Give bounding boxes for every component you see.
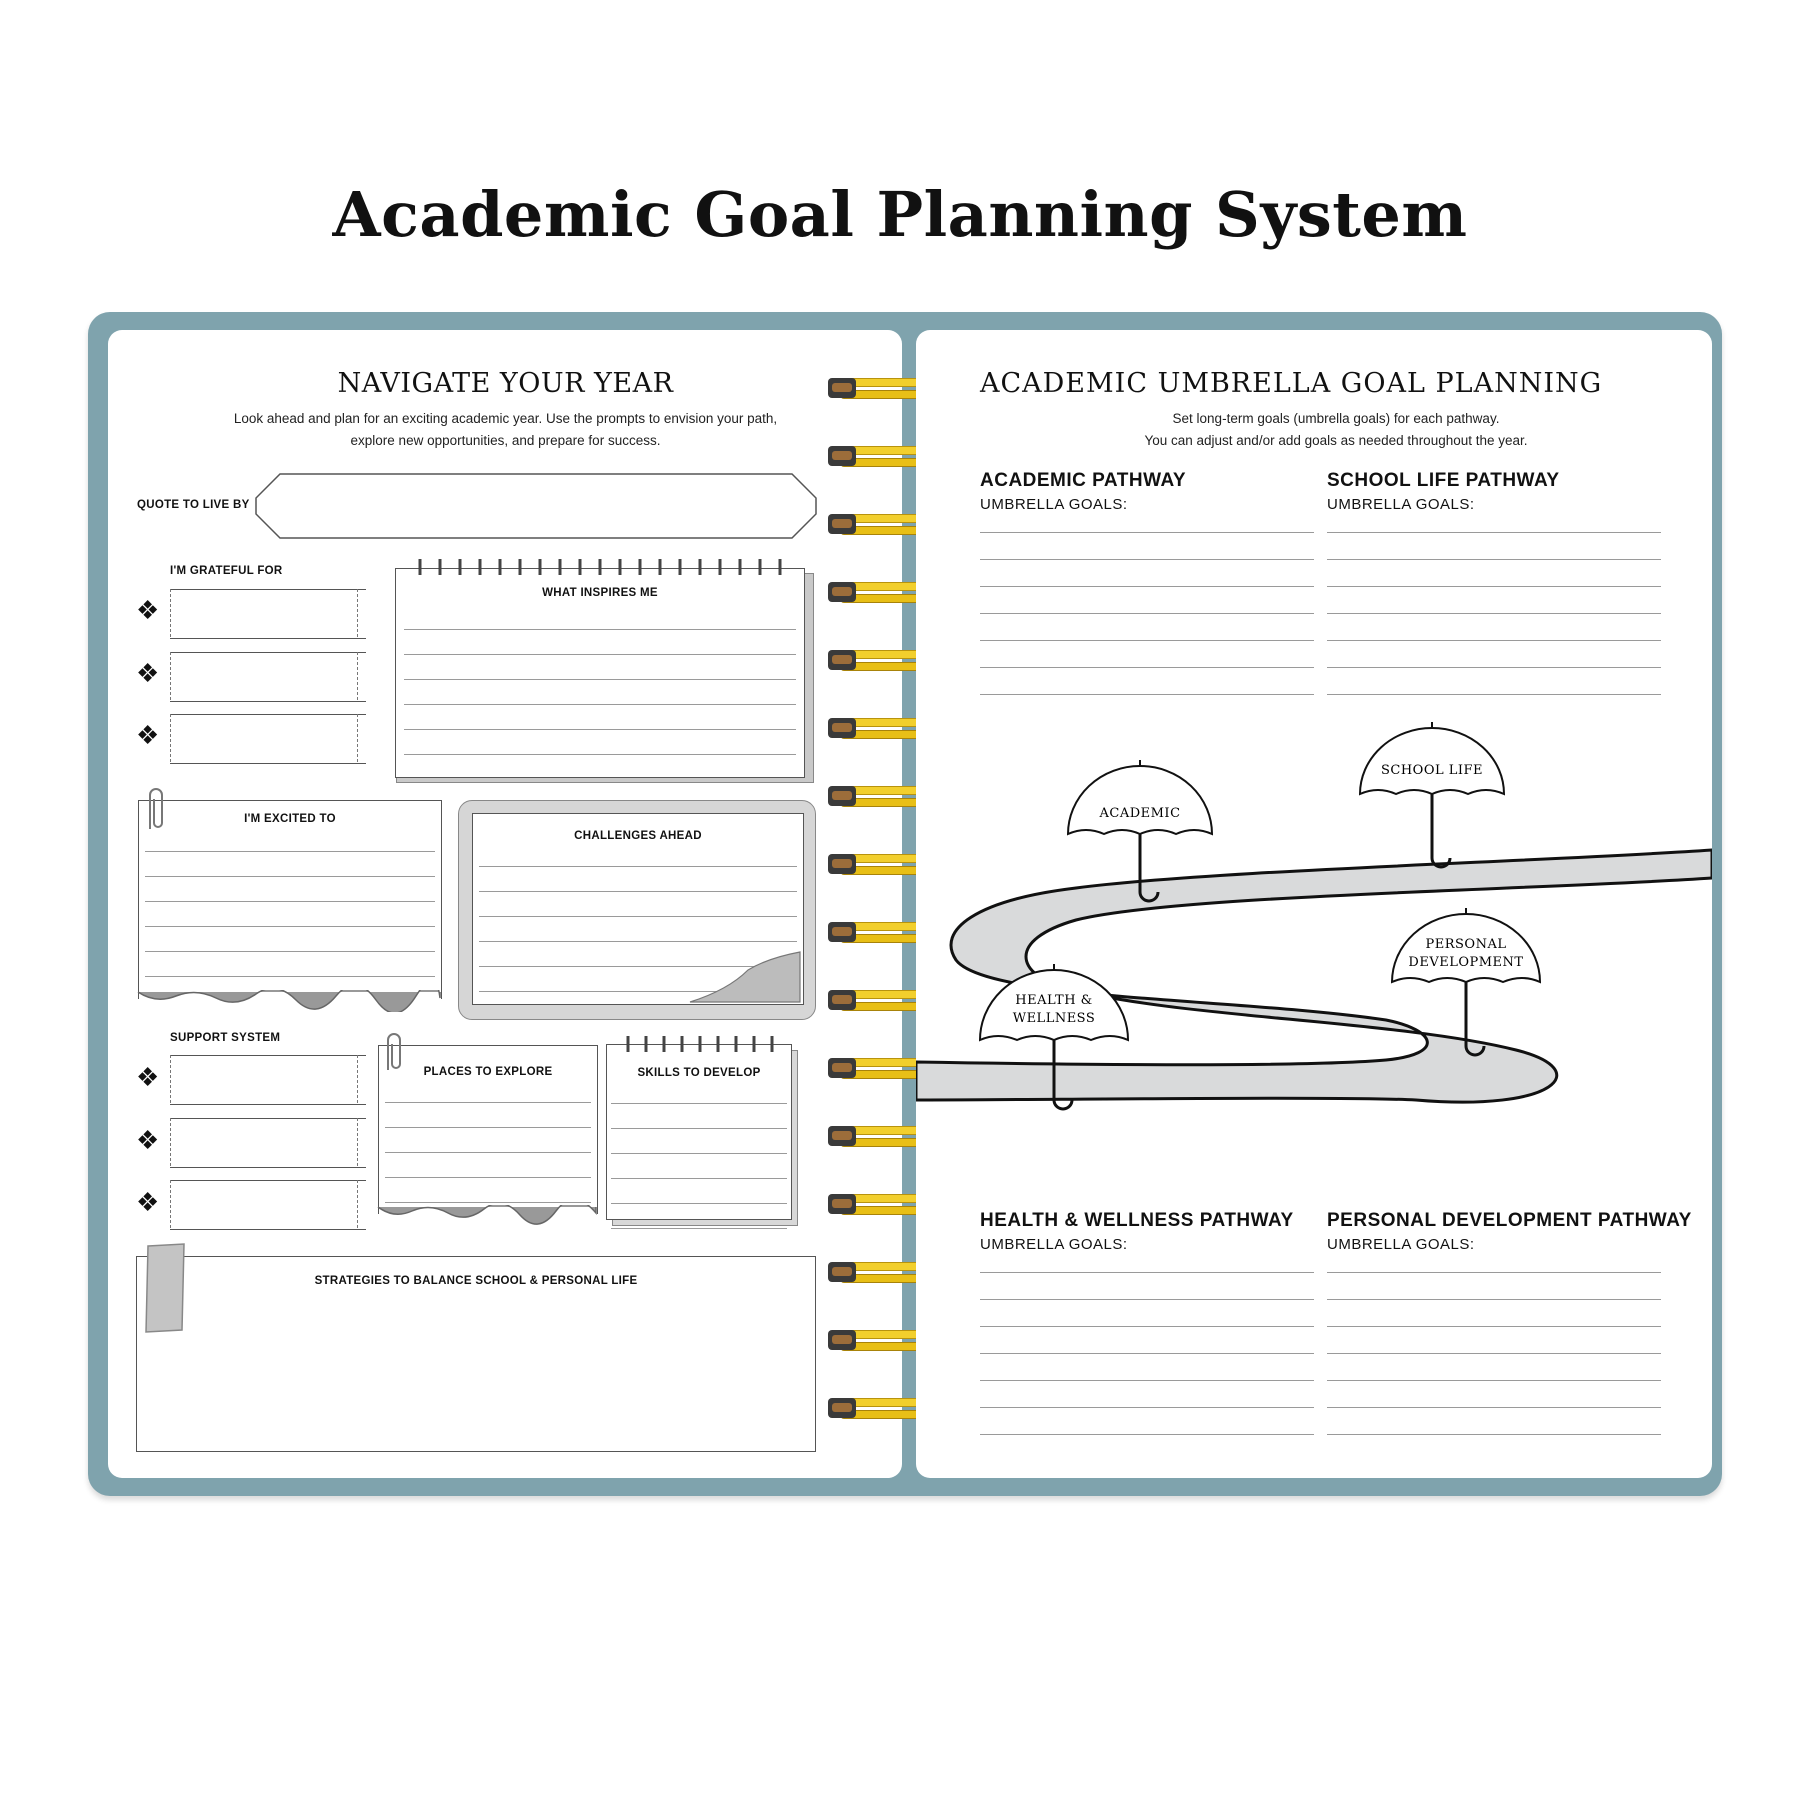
umbrella-personal-label-1: PERSONAL (1425, 937, 1507, 952)
places-box[interactable] (378, 1045, 598, 1214)
challenges-label: CHALLENGES AHEAD (574, 830, 702, 842)
diamond-icon: ❖ (136, 1125, 160, 1155)
page-curl (688, 950, 804, 1006)
page-title: Academic Goal Planning System (332, 178, 1468, 251)
grateful-field-1[interactable] (170, 589, 366, 639)
skills-box[interactable] (606, 1044, 792, 1220)
umbrella-academic-label: ACADEMIC (1099, 806, 1181, 821)
torn-edge (376, 1205, 598, 1225)
inspires-lines (404, 607, 796, 755)
grateful-label: I'M GRATEFUL FOR (170, 565, 283, 577)
health-goal-lines[interactable] (980, 1250, 1314, 1435)
right-intro-line-2: You can adjust and/or add goals as needed throughout the year. (1144, 433, 1528, 448)
school-life-goal-lines[interactable] (1327, 510, 1661, 695)
quote-box[interactable] (254, 472, 819, 540)
spiral-icon (620, 1032, 782, 1056)
diamond-icon: ❖ (136, 1187, 160, 1217)
personal-goal-lines[interactable] (1327, 1250, 1661, 1435)
umbrella-icon-school-life (1360, 722, 1504, 867)
places-label: PLACES TO EXPLORE (423, 1066, 553, 1078)
umbrella-goals-label: UMBRELLA GOALS: (1327, 1236, 1475, 1253)
diamond-icon: ❖ (136, 595, 160, 625)
torn-edge (136, 990, 442, 1012)
academic-pathway-title: ACADEMIC PATHWAY (980, 470, 1187, 491)
places-lines (385, 1082, 591, 1203)
excited-label: I'M EXCITED TO (244, 813, 336, 825)
support-field-1[interactable] (170, 1055, 366, 1105)
grateful-field-3[interactable] (170, 714, 366, 764)
left-page (108, 330, 902, 1478)
strategies-box[interactable] (136, 1256, 816, 1452)
school-life-pathway-title: SCHOOL LIFE PATHWAY (1327, 470, 1560, 491)
paperclip-icon (142, 785, 166, 835)
right-intro-line-1: Set long-term goals (umbrella goals) for each pathway. (1172, 411, 1500, 426)
strategies-label: STRATEGIES TO BALANCE SCHOOL & PERSONAL LIFE (314, 1275, 638, 1287)
health-pathway-title: HEALTH & WELLNESS PATHWAY (980, 1210, 1294, 1231)
quote-label: QUOTE TO LIVE BY (137, 499, 250, 511)
pathway-road-illustration (916, 720, 1712, 1120)
diamond-icon: ❖ (136, 1062, 160, 1092)
excited-box[interactable] (138, 800, 442, 999)
right-page (916, 330, 1712, 1478)
support-label: SUPPORT SYSTEM (170, 1032, 281, 1044)
skills-lines (611, 1083, 787, 1229)
left-heading: NAVIGATE YOUR YEAR (337, 368, 674, 399)
support-field-3[interactable] (170, 1180, 366, 1230)
excited-lines (145, 829, 435, 977)
skills-label: SKILLS TO DEVELOP (637, 1067, 761, 1079)
inspires-box[interactable] (395, 568, 805, 778)
umbrella-goals-label: UMBRELLA GOALS: (980, 1236, 1128, 1253)
paperclip-icon (380, 1030, 404, 1076)
right-intro (976, 408, 1696, 452)
umbrella-personal-label-2: DEVELOPMENT (1408, 955, 1524, 970)
left-intro-line-1: Look ahead and plan for an exciting academic year. Use the prompts to envision your path, (233, 411, 778, 426)
grateful-field-2[interactable] (170, 652, 366, 702)
right-heading: ACADEMIC UMBRELLA GOAL PLANNING (980, 368, 1603, 399)
academic-goal-lines[interactable] (980, 510, 1314, 695)
support-field-2[interactable] (170, 1118, 366, 1168)
diamond-icon: ❖ (136, 720, 160, 750)
umbrella-goals-label: UMBRELLA GOALS: (1327, 496, 1475, 513)
personal-pathway-title: PERSONAL DEVELOPMENT PATHWAY (1327, 1210, 1692, 1231)
umbrella-school-life-label: SCHOOL LIFE (1380, 763, 1484, 778)
umbrella-health-label-2: WELLNESS (1012, 1011, 1096, 1026)
left-intro-line-2: explore new opportunities, and prepare for success. (350, 433, 661, 448)
inspires-label: WHAT INSPIRES ME (542, 587, 658, 599)
diamond-icon: ❖ (136, 658, 160, 688)
umbrella-health-label-1: HEALTH & (1015, 993, 1093, 1008)
left-intro (108, 408, 903, 452)
tape-icon (144, 1242, 188, 1334)
umbrella-goals-label: UMBRELLA GOALS: (980, 496, 1128, 513)
spiral-icon (408, 555, 798, 579)
